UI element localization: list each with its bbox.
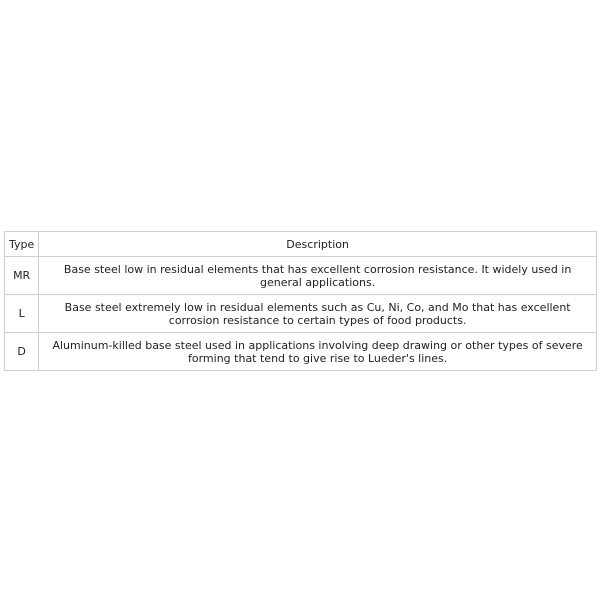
header-type: Type: [5, 232, 39, 257]
cell-description: Base steel extremely low in residual elements such as Cu, Ni, Co, and Mo that has excellent corrosion resistance to certain types of food products.: [39, 295, 597, 333]
steel-type-table: [4, 231, 597, 371]
table-row: [5, 257, 597, 295]
table-body: [5, 257, 597, 371]
cell-type: MR: [5, 257, 39, 295]
table-header: [5, 232, 597, 257]
table-row: [5, 295, 597, 333]
table-row: [5, 333, 597, 371]
cell-type: L: [5, 295, 39, 333]
cell-description: Aluminum-killed base steel used in applications involving deep drawing or other types of severe forming that tend to give rise to Lueder's lines.: [39, 333, 597, 371]
header-description: Description: [39, 232, 597, 257]
cell-description: Base steel low in residual elements that has excellent corrosion resistance. It widely used in general applications.: [39, 257, 597, 295]
header-row: [5, 232, 597, 257]
cell-type: D: [5, 333, 39, 371]
